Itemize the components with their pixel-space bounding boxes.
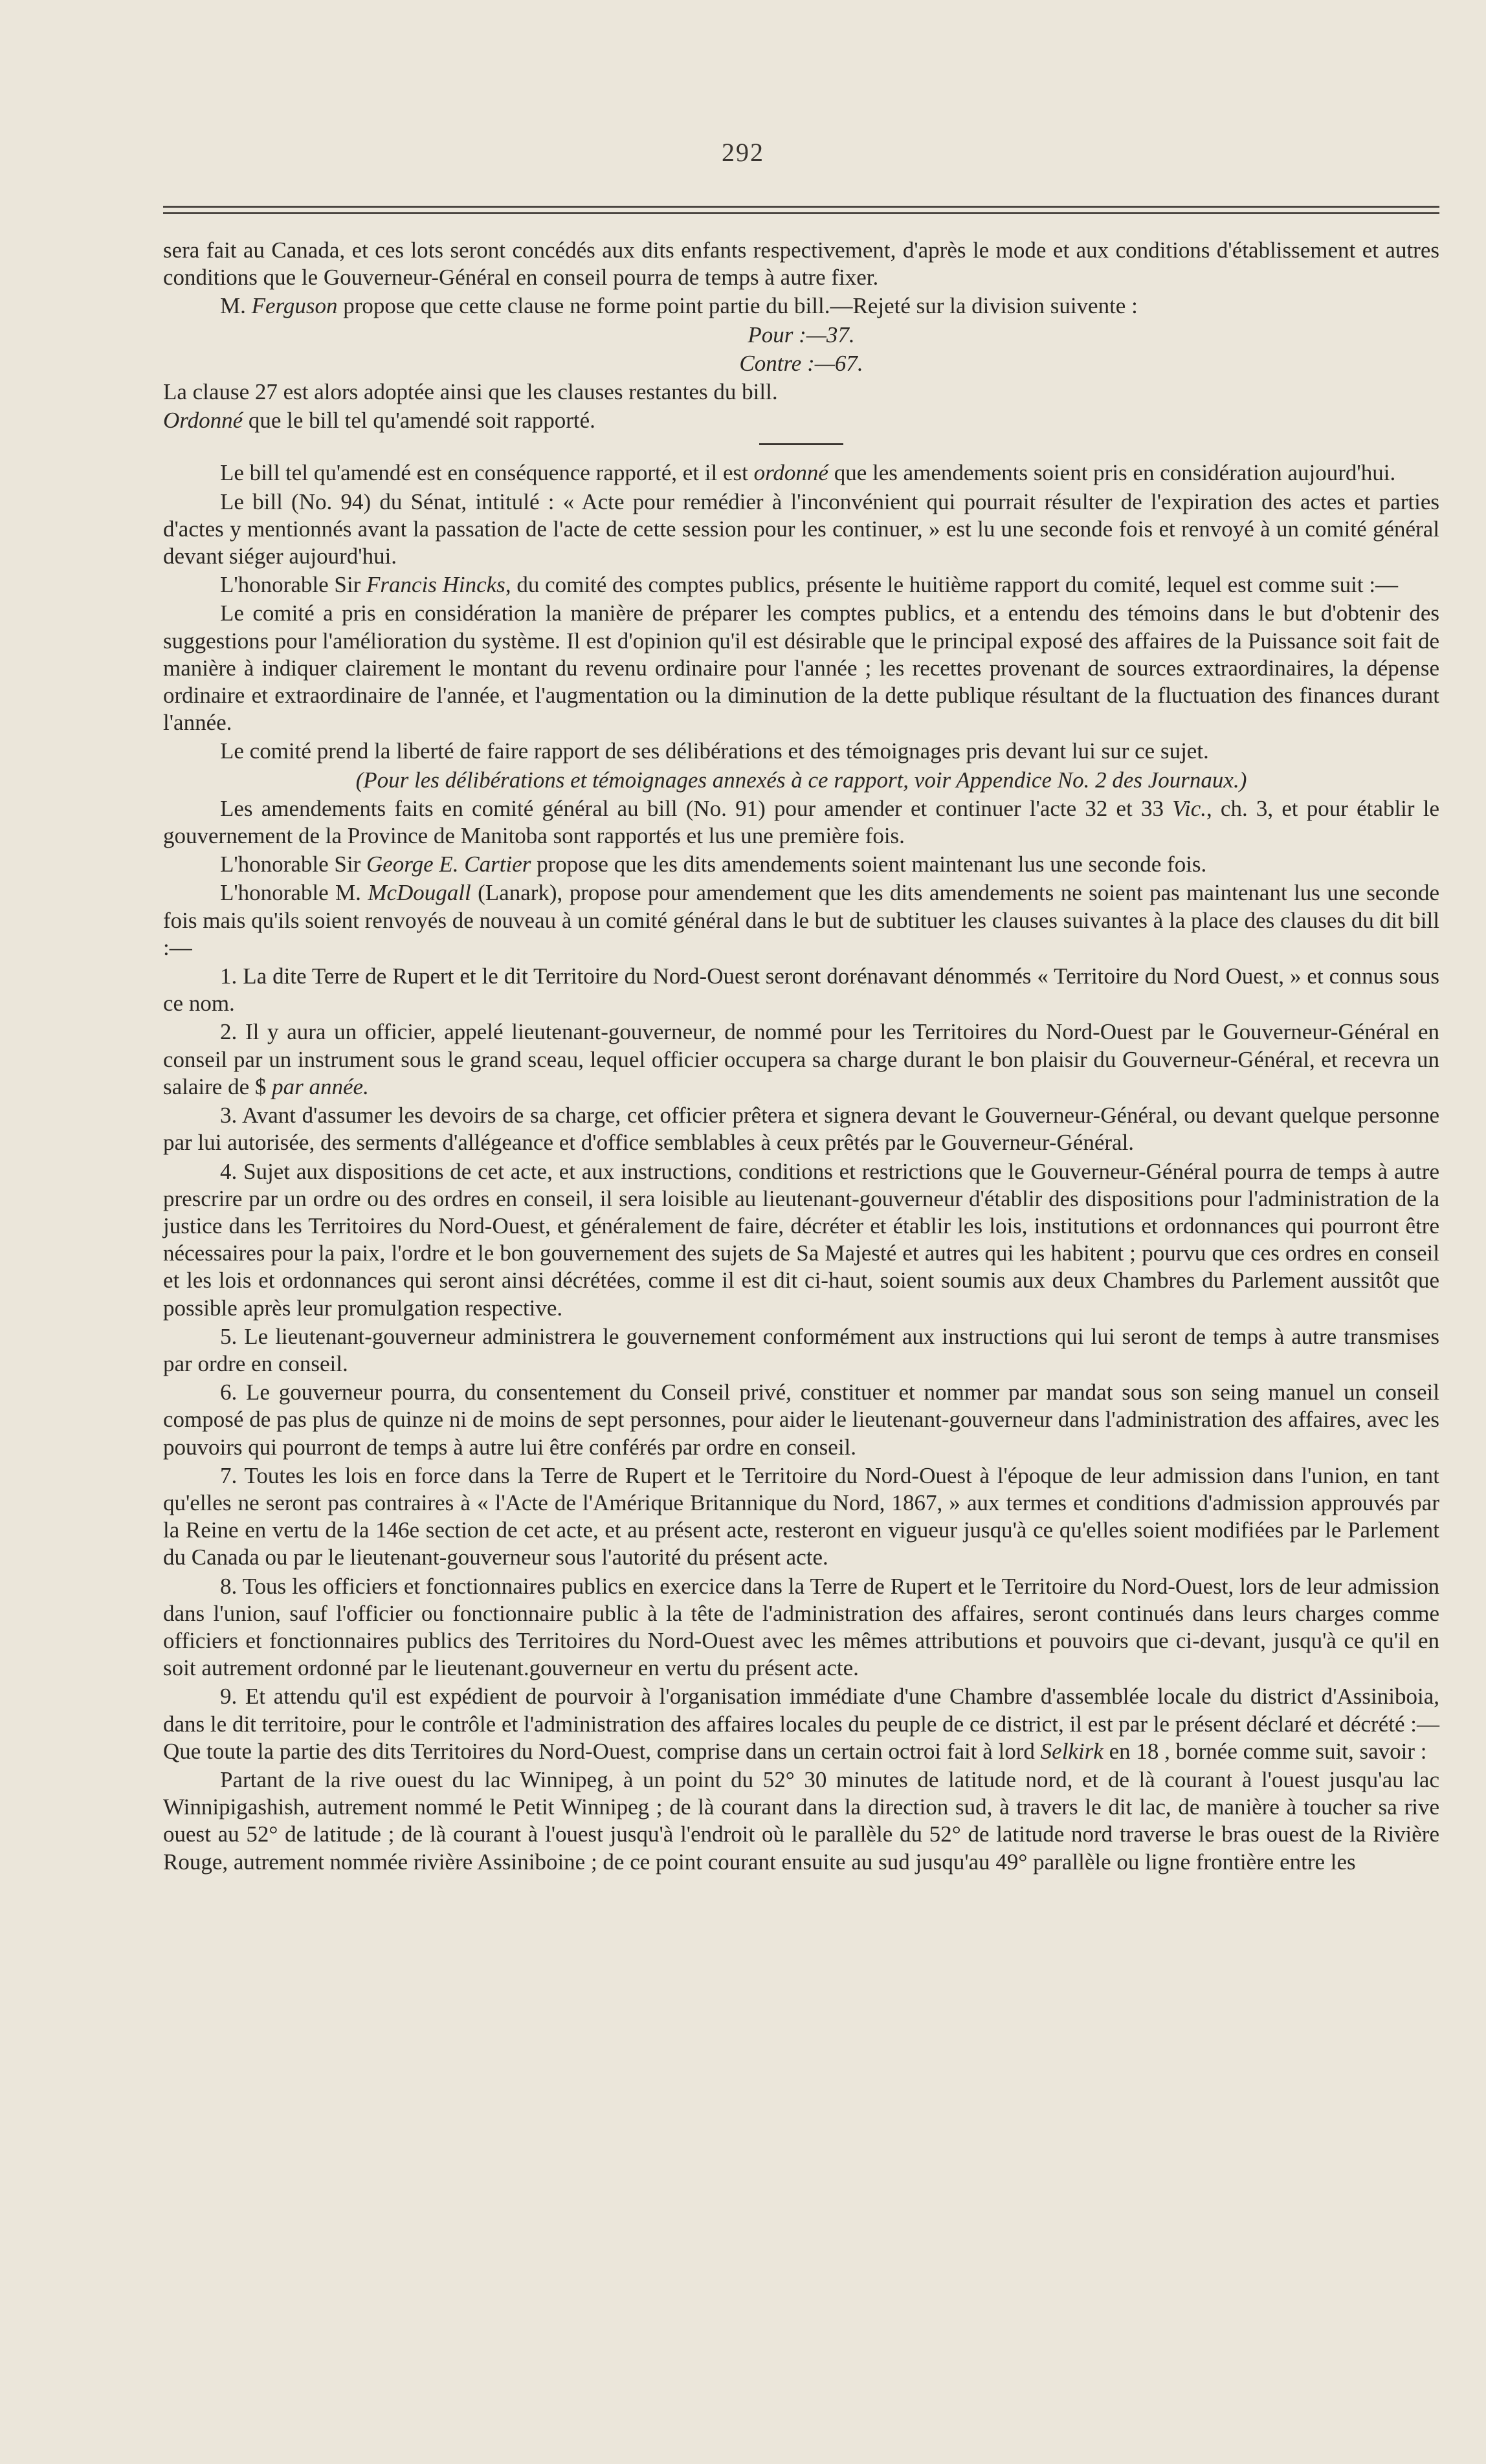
paragraph xyxy=(163,767,1439,794)
paragraph xyxy=(163,1158,1439,1322)
paragraph-text: propose que les dits amendements soient maintenant lus une seconde fois. xyxy=(531,852,1207,877)
paragraph-text: L'honorable Sir xyxy=(220,852,366,877)
paragraph xyxy=(163,963,1439,1017)
paragraph xyxy=(163,1018,1439,1101)
section-divider xyxy=(759,443,843,445)
paragraph-text: , ch. 3, et pour établir le gouvernement de la Province de Manitoba sont rapportés et lus une première fois. xyxy=(163,795,1439,849)
paragraph-text: 3. Avant d'assumer les devoirs de sa charge, cet officier prêtera et signera devant le Gouverneur-Général, ou devant quelque personne par lui autorisée, des serments d'allégeance et d'office semblables à ceux prêtés par le Gouverneur-Général. xyxy=(163,1103,1439,1156)
italic-name: par année. xyxy=(272,1073,369,1099)
italic-name: Francis Hincks xyxy=(366,572,505,598)
paragraph xyxy=(163,738,1439,765)
paragraph xyxy=(163,489,1439,571)
paragraph-text: , du comité des comptes publics, présente le huitième rapport du comité, lequel est comme suit :— xyxy=(505,572,1399,598)
paragraph-text: propose que cette clause ne forme point partie du bill.—Rejeté sur la division suivente : xyxy=(337,293,1138,319)
paragraph xyxy=(163,237,1439,291)
paragraph xyxy=(163,350,1439,377)
paragraph-text: 2. Il y aura un officier, appelé lieutenant-gouverneur, de nommé pour les Territoires du Nord-Ouest par le Gouverneur-Général en conseil par un instrument sous le grand sceau, lequel officier occupera sa charge durant le bon plaisir du Gouverneur-Général, et recevra un salaire de $ xyxy=(163,1019,1439,1099)
paragraph xyxy=(163,322,1439,349)
paragraph-text: en 18 , bornée comme suit, savoir : xyxy=(1103,1738,1427,1764)
paragraph-text: Contre :—67. xyxy=(739,350,863,376)
paragraph-text: L'honorable M. xyxy=(220,880,368,906)
italic-name: George E. Cartier xyxy=(366,852,531,877)
paragraph xyxy=(163,571,1439,599)
paragraph xyxy=(163,407,1439,434)
paragraph xyxy=(163,1766,1439,1876)
header-rule-top xyxy=(163,206,1439,208)
paragraph xyxy=(163,851,1439,878)
paragraph-text: (Lanark), propose pour amendement que les dits amendements ne soient pas maintenant lus une seconde fois mais qu'ils soient renvoyés de nouveau à un comité général dans le but de subtituer les clauses suivantes à la place des clauses du dit bill :— xyxy=(163,880,1439,960)
italic-name: Selkirk xyxy=(1040,1738,1103,1764)
paragraph xyxy=(163,879,1439,962)
paragraph-text: 5. Le lieutenant-gouverneur administrera le gouvernement conformément aux instructions qui lui seront de temps à autre transmises par ordre en conseil. xyxy=(163,1323,1439,1376)
paragraph-text: 4. Sujet aux dispositions de cet acte, et aux instructions, conditions et restrictions que le Gouverneur-Général pourra de temps à autre prescrire par un ordre ou des ordres en conseil, il sera loisible au lieutenant-gouverneur d'établir des dispositions pour l'administration de la justice dans les Territoires du Nord-Ouest, et généralement de faire, décréter et établir les lois, institutions et ordonnances qui pourront être nécessaires pour la paix, l'ordre et le bon gouvernement des sujets de Sa Majesté et autres qui les habitent ; pourvu que ces ordres en conseil et les lois et ordonnances qui seront ainsi décrétées, comme il est dit ci-haut, soient soumis aux deux Chambres du Parlement aussitôt que possible après leur promulgation respective. xyxy=(163,1158,1439,1321)
paragraph xyxy=(163,600,1439,736)
paragraph xyxy=(163,1379,1439,1461)
paragraph-text: (Pour les délibérations et témoignages annexés à ce rapport, voir Appendice No. 2 des Journaux.) xyxy=(355,767,1247,793)
paragraph xyxy=(163,1462,1439,1572)
paragraph-text: 6. Le gouverneur pourra, du consentement du Conseil privé, constituer et nommer par mandat sous son seing manuel un conseil composé de pas plus de quinze ni de moins de sept personnes, pour aider le lieutenant-gouverneur dans l'administration des affaires, avec les pouvoirs qui pourront de temps à autre lui être conférés par ordre en conseil. xyxy=(163,1380,1439,1460)
paragraph-text: 9. Et attendu qu'il est expédient de pourvoir à l'organisation immédiate d'une Chambre d'assemblée locale du district d'Assiniboia, dans le dit territoire, pour le contrôle et l'administration des affaires locales du peuple de ce district, il est par le présent déclaré et décrété :—Que toute la partie des dits Territoires du Nord-Ouest, comprise dans un certain octroi fait à lord xyxy=(163,1684,1439,1764)
body-text xyxy=(163,237,1439,1877)
paragraph xyxy=(163,795,1439,850)
paragraph-text: M. xyxy=(220,293,252,319)
paragraph xyxy=(163,292,1439,320)
paragraph xyxy=(163,459,1439,487)
italic-name: Ordonné xyxy=(163,408,243,434)
paragraph-text: 1. La dite Terre de Rupert et le dit Territoire du Nord-Ouest seront dorénavant dénommés « Territoire du Nord Ouest, » et connus sous ce nom. xyxy=(163,963,1439,1017)
paragraph-text: sera fait au Canada, et ces lots seront concédés aux dits enfants respectivement, d'après le mode et aux conditions d'établissement et autres conditions que le Gouverneur-Général en conseil pourra de temps à autre fixer. xyxy=(163,237,1439,291)
paragraph xyxy=(163,1683,1439,1765)
page-number: 292 xyxy=(722,138,764,167)
paragraph-text: Les amendements faits en comité général au bill (No. 91) pour amender et continuer l'acte 32 et 33 xyxy=(220,795,1173,821)
paragraph xyxy=(163,1573,1439,1682)
italic-name: ordonné xyxy=(753,460,828,486)
italic-name: McDougall xyxy=(368,880,471,906)
paragraph-text: Le bill tel qu'amendé est en conséquence rapporté, et il est xyxy=(220,460,754,486)
paragraph-text: Le comité prend la liberté de faire rapport de ses délibérations et des témoignages pris devant lui sur ce sujet. xyxy=(220,738,1209,764)
paragraph-text: Le bill (No. 94) du Sénat, intitulé : « Acte pour remédier à l'inconvénient qui pourrait résulter de l'expiration des actes et parties d'actes y mentionnés avant la passation de l'acte de cette session pour les continuer, » est lu une seconde fois et renvoyé à un comité général devant siéger aujourd'hui. xyxy=(163,489,1439,569)
paragraph-text: Le comité a pris en considération la manière de préparer les comptes publics, et a entendu des témoins dans le but d'obtenir des suggestions pour l'amélioration du système. Il est d'opinion qu'il est désirable que le principal exposé des affaires de la Puissance soit fait de manière à indiquer clairement le montant du revenu ordinaire pour l'année ; les recettes provenant de sources extraordinaires, la dépense ordinaire et extraordinaire de l'année, et l'augmentation ou la diminution de la dette publique résultant de la fluctuation des finances durant l'année. xyxy=(163,600,1439,736)
paragraph-text: L'honorable Sir xyxy=(220,572,366,598)
italic-name: Vic. xyxy=(1172,795,1206,821)
paragraph-text: que les amendements soient pris en considération aujourd'hui. xyxy=(828,460,1396,486)
paragraph-text: La clause 27 est alors adoptée ainsi que les clauses restantes du bill. xyxy=(163,379,778,405)
paragraph xyxy=(163,1323,1439,1378)
header-rule-bottom xyxy=(163,212,1439,214)
paragraph-text: Partant de la rive ouest du lac Winnipeg, à un point du 52° 30 minutes de latitude nord, et de là courant à l'ouest jusqu'au lac Winnipigashish, autrement nommé le Petit Winnipeg ; de là courant dans la direction sud, à travers le dit lac, de manière à toucher sa rive ouest au 52° de latitude ; de là courant à l'ouest jusqu'à l'endroit où le parallèle du 52° de latitude nord traverse le bras ouest de la Rivière Rouge, autrement nommée rivière Assiniboine ; de ce point courant ensuite au sud jusqu'au 49° parallèle ou ligne frontière entre les xyxy=(163,1766,1439,1875)
italic-name: Ferguson xyxy=(251,293,338,319)
paragraph-text: 8. Tous les officiers et fonctionnaires publics en exercice dans la Terre de Rupert et le Territoire du Nord-Ouest, lors de leur admission dans l'union, sauf l'officier ou fonctionnaire public à la tête de l'administration des affaires, seront continués dans leurs charges comme officiers et fonctionnaires publics des Territoires du Nord-Ouest avec les mêmes attributions et pouvoirs que ci-devant, jusqu'à ce qu'il en soit autrement ordonné par le lieutenant.gouverneur en vertu du présent acte. xyxy=(163,1573,1439,1681)
paragraph-text: que le bill tel qu'amendé soit rapporté. xyxy=(243,408,595,434)
paragraph xyxy=(163,1102,1439,1156)
paragraph-text: Pour :—37. xyxy=(748,322,855,347)
paragraph xyxy=(163,379,1439,406)
paragraph-text: 7. Toutes les lois en force dans la Terre de Rupert et le Territoire du Nord-Ouest à l'époque de leur admission dans l'union, en tant qu'elles ne seront pas contraires à « l'Acte de l'Amérique Britannique du Nord, 1867, » aux termes et conditions d'admission approuvés par la Reine en vertu de la 146e section de cet acte, et au présent acte, resteront en vigueur jusqu'à ce qu'elles soient modifiées par le Parlement du Canada ou par le lieutenant-gouverneur sous l'autorité du présent acte. xyxy=(163,1462,1439,1570)
